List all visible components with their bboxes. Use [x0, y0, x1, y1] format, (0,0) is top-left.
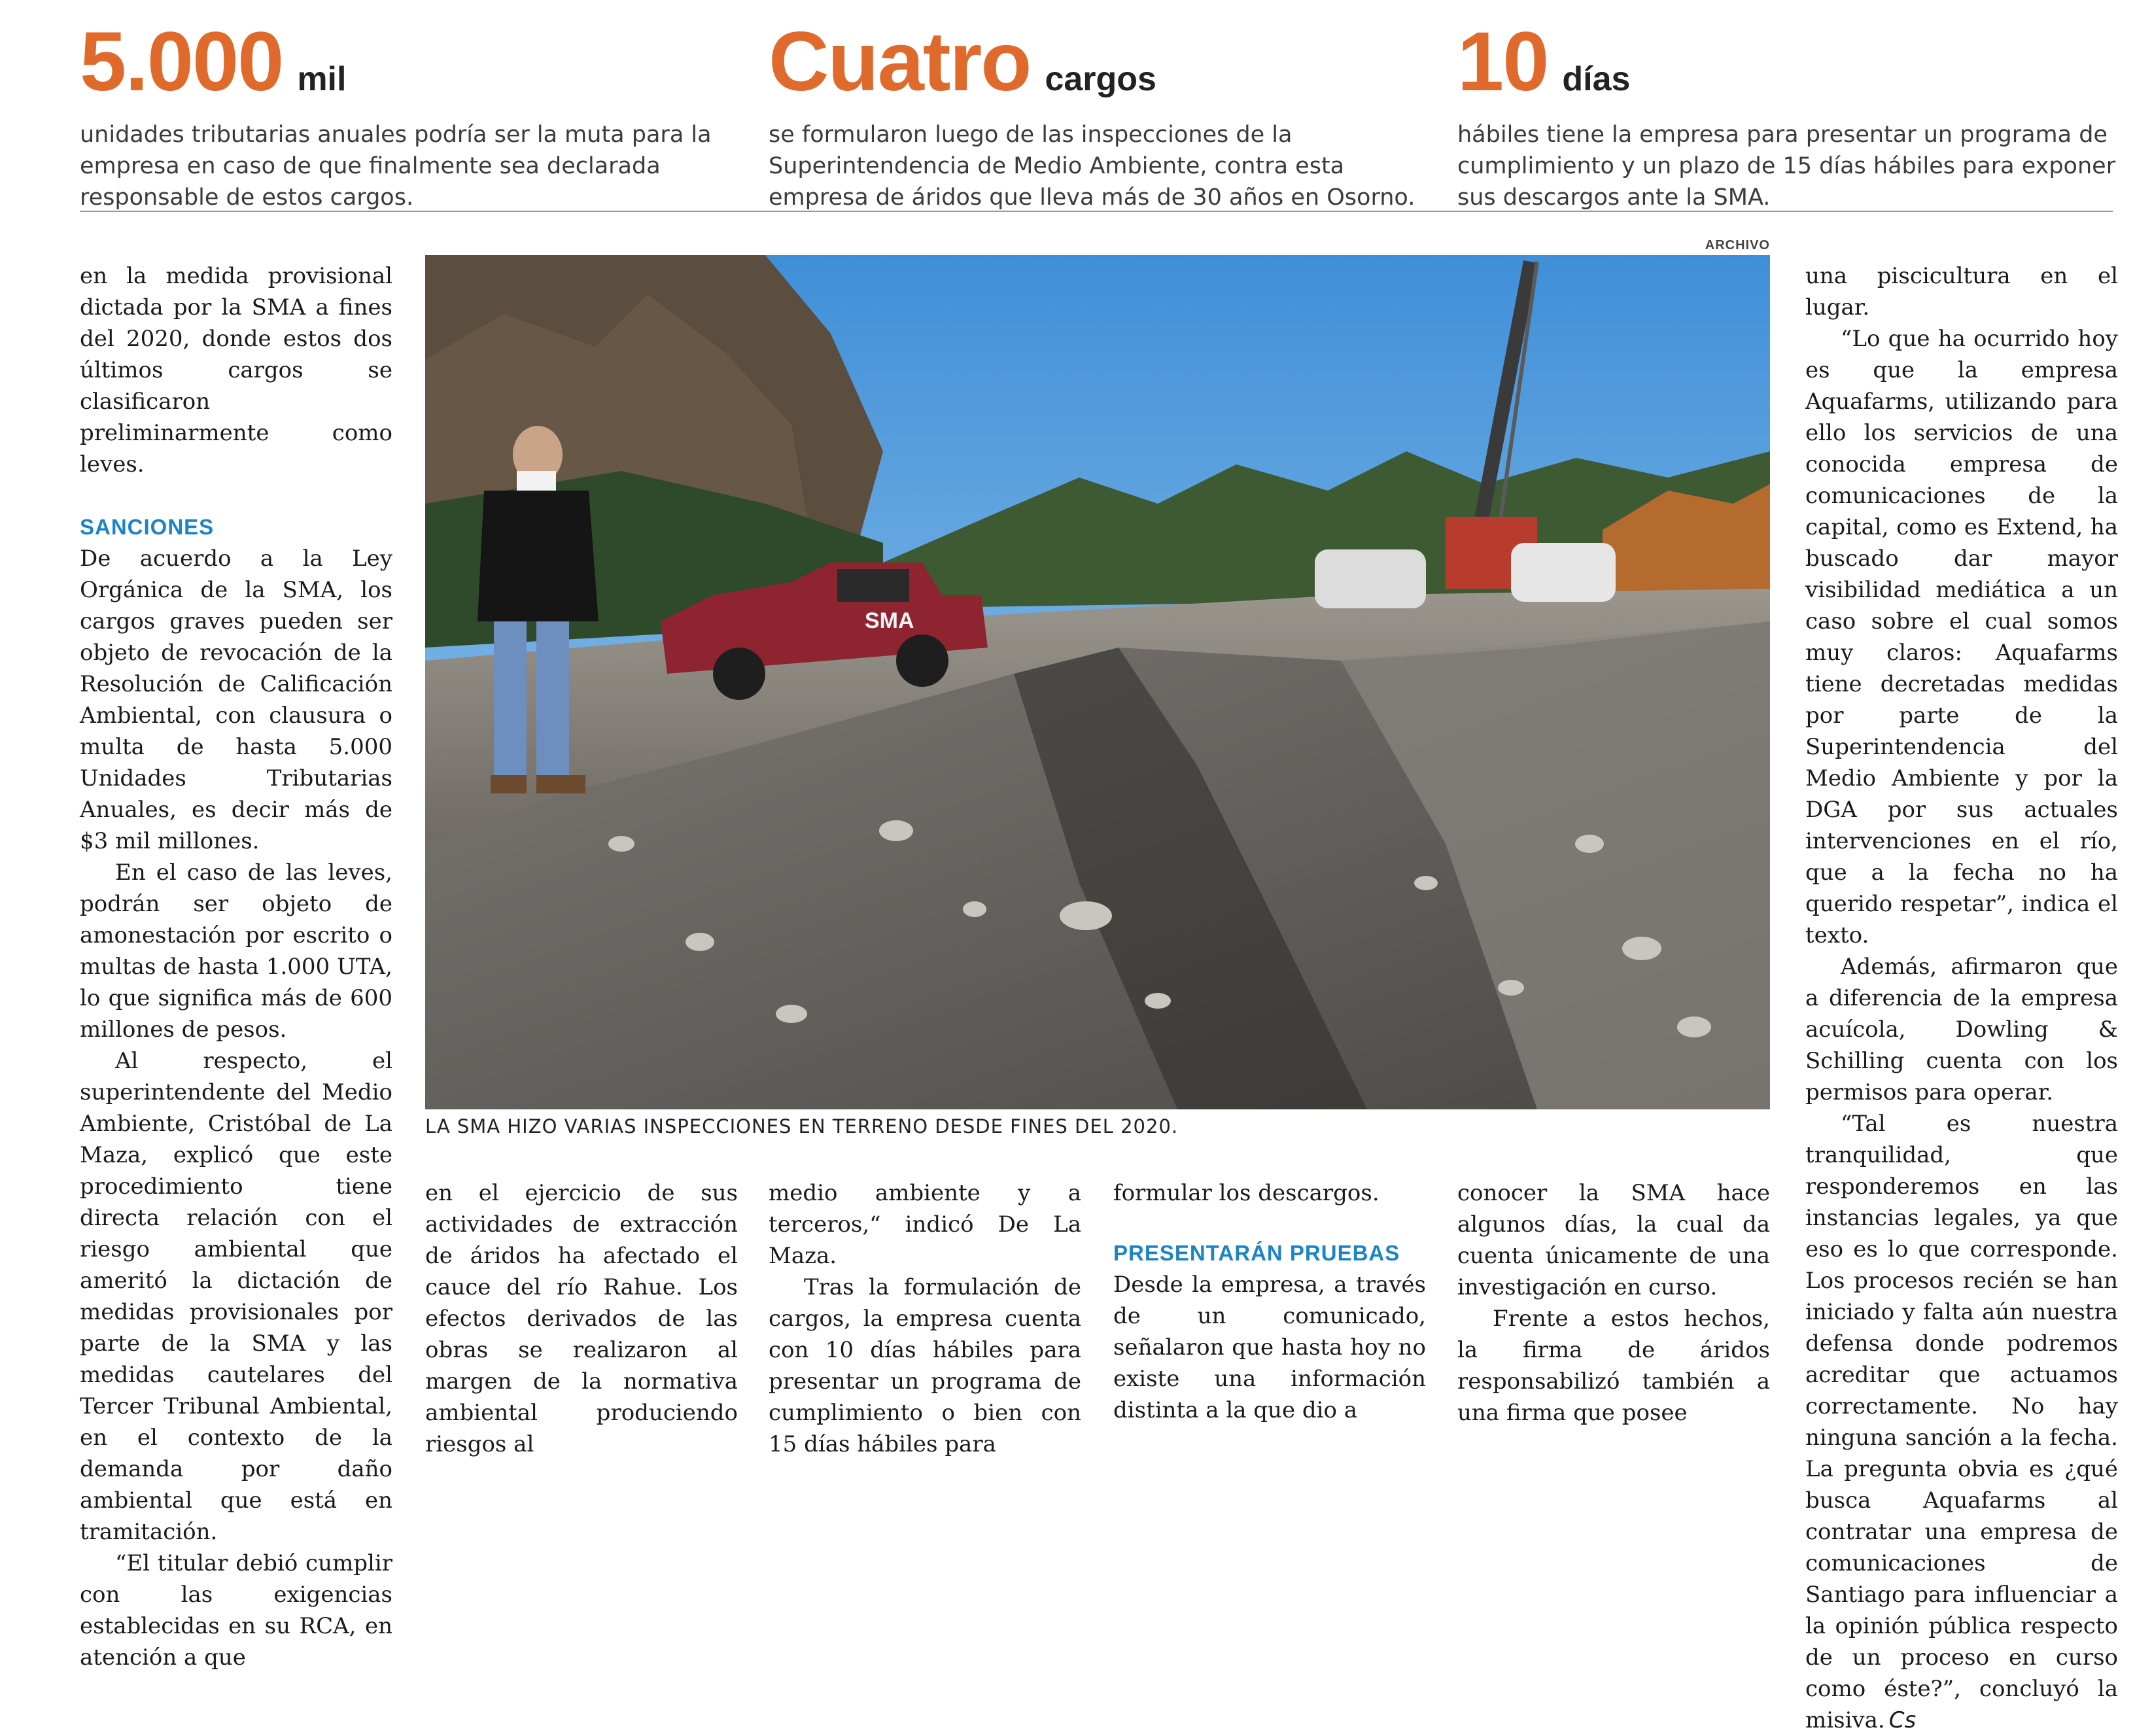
stat-block-days — [1457, 15, 2118, 216]
stat-headline — [80, 15, 721, 111]
article-photo — [425, 255, 1770, 1109]
paragraph-text: “Tal es nuestra tranquilidad, que responderemos en las instancias legales, ya que eso es lo que corresponde. Los procesos recién se han iniciado y falta aún nuestra defensa donde podremos acreditar que actuamos correctamente. No hay ninguna sanción a la fecha. La pregunta obvia es ¿qué busca Aquafarms al contratar una empresa de comunicaciones de Santiago para influenciar a la opinión pública respecto de un proceso en curso como éste?”, concluyó la misiva. — [1805, 1111, 2118, 1733]
section-divider — [80, 211, 2113, 212]
article-column-bottom-4 — [1457, 1177, 1770, 1426]
stat-block-charges — [769, 15, 1429, 216]
stat-number: 5.000 — [80, 15, 283, 109]
paragraph: conocer la SMA hace algunos días, la cual da cuenta únicamente de una investigación en curso. — [1457, 1180, 1770, 1300]
paragraph: formular los descargos. — [1113, 1180, 1380, 1206]
subhead-sanciones: SANCIONES — [80, 515, 215, 539]
stat-unit: mil — [297, 60, 347, 98]
stat-number: 10 — [1457, 15, 1548, 109]
article-column-bottom-1 — [425, 1177, 738, 1457]
article-column-right — [1805, 260, 2118, 1733]
article-column-left — [80, 260, 392, 1671]
paragraph: en la medida provisional dictada por la SMA a fines del 2020, donde estos dos últimos cargos se clasificaron preliminarmente como leves. — [80, 263, 392, 477]
stat-number: Cuatro — [769, 15, 1031, 109]
article-column-bottom-2 — [769, 1177, 1081, 1457]
paragraph: Al respecto, el superintendente del Medio Ambiente, Cristóbal de La Maza, explicó que este procedimiento tiene directa relación con el riesgo ambiental que ameritó la dictación de medidas provisionales por parte de la SMA y las medidas cautelares del Tercer Tribunal Ambiental, en el contexto de la demanda por daño ambiental que está en tramitación. — [80, 1048, 392, 1545]
truck-door-label: SMA — [865, 608, 914, 633]
photo-credit: ARCHIVO — [1705, 238, 1770, 252]
stat-headline — [1457, 15, 2118, 111]
end-mark-icon: Cs — [1888, 1707, 1917, 1733]
stat-description: hábiles tiene la empresa para presentar un programa de cumplimiento y un plazo de 15 días hábiles para exponer sus descargos ante la SMA. — [1457, 122, 2116, 211]
stat-unit: días — [1562, 60, 1631, 98]
paragraph: Además, afirmaron que a diferencia de la empresa acuícola, Dowling & Schilling cuenta con los permisos para operar. — [1805, 954, 2118, 1105]
stat-block-fine — [80, 15, 721, 216]
paragraph: una piscicultura en el lugar. — [1805, 263, 2118, 321]
paragraph: Desde la empresa, a través de un comunicado, señalaron que hasta hoy no existe una información distinta a la que dio a — [1113, 1272, 1426, 1423]
stat-description: unidades tributarias anuales podría ser la muta para la empresa en caso de que finalmente sea declarada responsable de estos cargos. — [80, 122, 712, 211]
paragraph: En el caso de las leves, podrán ser objeto de amonestación por escrito o multas de hasta 1.000 UTA, lo que significa más de 600 millones de pesos. — [80, 859, 392, 1043]
subhead-presentaran-pruebas: PRESENTARÁN PRUEBAS — [1113, 1241, 1400, 1265]
stat-description: se formularon luego de las inspecciones de la Superintendencia de Medio Ambiente, contra esta empresa de áridos que lleva más de 30 años en Osorno. — [769, 122, 1415, 211]
article-column-bottom-3 — [1113, 1177, 1426, 1423]
stat-unit: cargos — [1045, 60, 1156, 98]
paragraph: en el ejercicio de sus actividades de extracción de áridos ha afectado el cauce del río Rahue. Los efectos derivados de las obras se realizaron al margen de la normativa ambiental produciendo riesgos al — [425, 1180, 738, 1457]
paragraph: De acuerdo a la Ley Orgánica de la SMA, los cargos graves pueden ser objeto de revocación de la Resolución de Calificación Ambiental, con clausura o multa de hasta 5.000 Unidades Tributarias Anuales, es decir más de $3 mil millones. — [80, 546, 392, 854]
paragraph: “El titular debió cumplir con las exigencias establecidas en su RCA, en atención a que — [80, 1550, 392, 1671]
paragraph: Frente a estos hechos, la firma de áridos responsabilizó también a una firma que posee — [1457, 1306, 1770, 1426]
photo-caption: LA SMA HIZO VARIAS INSPECCIONES EN TERRENO DESDE FINES DEL 2020. — [425, 1115, 1179, 1137]
stat-headline — [769, 15, 1429, 111]
paragraph: “Lo que ha ocurrido hoy es que la empresa Aquafarms, utilizando para ello los servicios de una conocida empresa de comunicaciones de la capital, como es Extend, ha buscado dar mayor visibilidad mediática a un caso sobre el cual somos muy claros: Aquafarms tiene decretadas medidas por parte de la Superintendencia del Medio Ambiente y por la DGA por sus actuales intervenciones en el río, que a la fecha no ha querido respetar”, indica el texto. — [1805, 326, 2118, 948]
paragraph: medio ambiente y a terceros,“ indicó De La Maza. — [769, 1180, 1081, 1269]
paragraph: Tras la formulación de cargos, la empresa cuenta con 10 días hábiles para presentar un programa de cumplimiento o bien con 15 días hábiles para — [769, 1274, 1081, 1457]
paragraph — [1805, 1108, 2118, 1736]
